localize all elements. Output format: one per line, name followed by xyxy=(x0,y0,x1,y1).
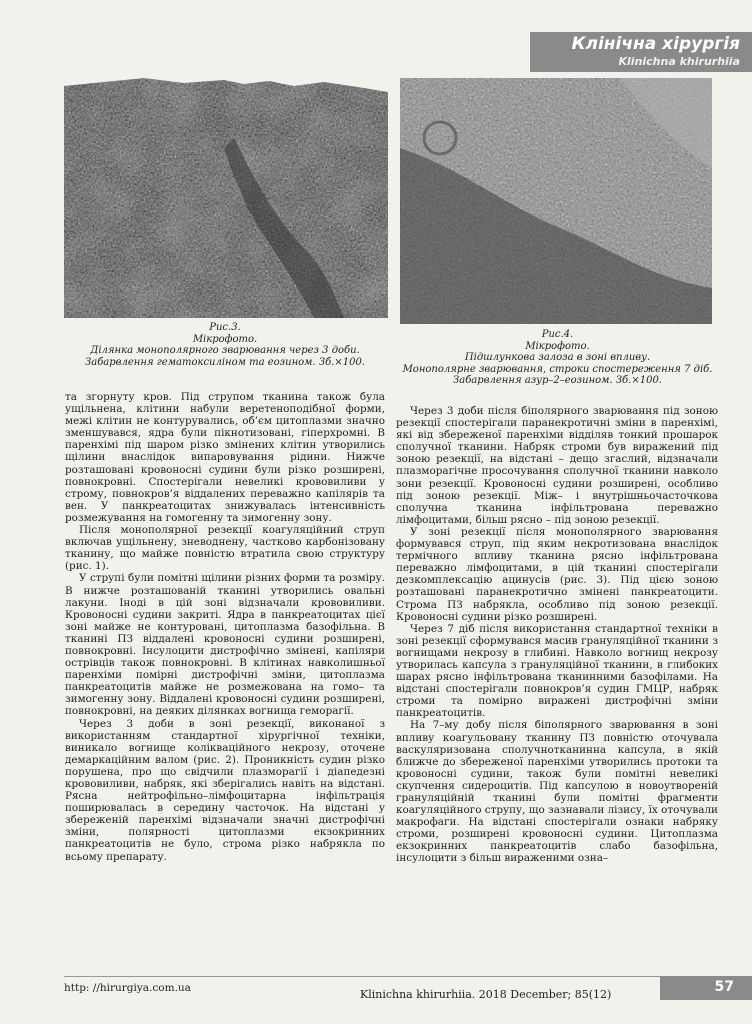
left-text-column xyxy=(65,391,385,863)
figure-4-caption xyxy=(395,329,720,387)
right-paragraph-2: У зоні резекції після монополярного зварювання формувався струп, під яким некротизована внаслідок термічного впливу тканина рясно інфільтрована переважно лімфоцитами, в цій тканині спостерігали дезкомплексацію ацинусів (рис. 3). Під цією зоною розташовані паранекротично змінені панкреатоцити. Строма ПЗ набрякла, особливо під зоною резекції. Кровоносні судини різко розширені. xyxy=(396,525,718,623)
footer-divider xyxy=(64,976,750,977)
figure-4-micrograph xyxy=(400,78,712,324)
micrograph-3-image xyxy=(64,78,388,318)
right-paragraph-1: Через 3 доби після біполярного зварювання під зоною резекції спостерігали паранекротичні зміни в паренхімі, які від збереженої паренхіми відділяв тонкий прошарок сполучної тканини. Набряк строми був виражений під зоною резекції, на відстані – дещо згаслий, відзначали плазморагічне просочування сполучної тканини навколо зони резекції. Кровоносні судини розширені, особливо під зоною резекції. Між– і внутрішньочасточкова сполучна тканина інфільтрована переважно лімфоцитами, більш рясно – під зоною резекції. xyxy=(396,405,718,526)
figure-3-type: Мікрофото. xyxy=(192,333,258,345)
figure-3-label: Рис.3. xyxy=(209,322,241,333)
figure-4-description-2: Монополярне зварювання, строки спостереження 7 діб. xyxy=(402,363,713,375)
left-paragraph-1: та згорнуту кров. Під струпом тканина також була ущільнена, клітини набули веретеноподібної форми, межі клітин не контурувались, об’єм цитоплазми значно зменшувався, ядра були пікнотизовані, гіперхромні. В паренхімі під шаром різко змінених клітин утворились щілини внаслідок випаровування рідини. Нижче розташовані кровоносні судини були різко розширені, повнокровні. Спостерігали невеликі крововиливи у строму, повнокров’я віддалених переважно капілярів та вен. У панкреатоцитах знижувалась інтенсивність розмежування на гомогенну та зимогенну зону. xyxy=(65,391,385,524)
figure-4-description-1: Підшлункова залоза в зоні впливу. xyxy=(464,352,651,363)
page-number-box xyxy=(660,976,752,1000)
left-paragraph-2: Після монополярної резекції коагуляційний струп включав ущільнену, зневоднену, частково карбонізовану тканину, що майже повністю втратила свою структуру (рис. 1). xyxy=(65,524,385,573)
footer-url: http: //hirurgiya.com.ua xyxy=(64,982,191,994)
figure-3-micrograph xyxy=(64,78,388,318)
figure-3-description: Ділянка монополярного зварювання через 3 доби. Забарвлення гематоксиліном та еозином. Зб.×100. xyxy=(85,345,365,368)
journal-title: Клінічна хірургія xyxy=(571,34,740,54)
page-number: 57 xyxy=(714,979,734,995)
micrograph-4-image xyxy=(400,78,712,324)
figure-4-description-3: Забарвлення азур–2–еозином. Зб.×100. xyxy=(453,375,662,386)
left-paragraph-4: Через 3 доби в зоні резекції, виконаної з використанням стандартної хірургічної техніки, виникало вогнище колікваційного некрозу, оточене демаркаційним валом (рис. 2). Проникність судин різко порушена, про що свідчили плазморагії і діапедезні крововиливи, набряк, які зберігались навіть на відстані. Рясна нейтрофільно–лімфоцитарна інфільтрація поширювалась в середину часточок. На відстані у збереженій паренхімі відзначали значні дистрофічні зміни, полярності цитоплазми екзокринних панкреатоцитів не було, строма різко набрякла по всьому препарату. xyxy=(65,717,385,863)
journal-header xyxy=(530,32,752,72)
figure-3-caption xyxy=(55,322,395,368)
footer-journal-citation: Klinichna khirurhiia. 2018 December; 85(12) xyxy=(360,988,612,1001)
journal-subtitle: Klinichna khirurhiia xyxy=(618,55,740,68)
figure-4-type: Мікрофото. xyxy=(525,340,590,352)
right-text-column xyxy=(396,405,718,865)
figure-4-label: Рис.4. xyxy=(541,329,574,340)
right-paragraph-3: Через 7 діб після використання стандартної техніки в зоні резекції сформувався масив грануляційної тканини з вогнищами некрозу в глибині. Навколо вогнищ некрозу утворилась капсула з грануляційної тканини, в глибоких шарах рясно інфільтрована тканинними базофілами. На відстані спостерігали повнокров’я судин ГМЦР, набряк строми та помірно виражені дистрофічні зміни панкреатоцитів. xyxy=(396,622,718,720)
left-paragraph-3: У струпі були помітні щілини різних форми та розміру. В нижче розташованій тканині утворились овальні лакуни. Іноді в цій зоні відзначали крововиливи. Кровоносні судини закриті. Ядра в панкреатоцитах цієї зоні майже не контуровані, цитоплазма базофільна. В тканині ПЗ віддалені кровоносні судини розширені, повнокровні. Інсулоцити дистрофічно змінені, капіляри острівців також повнокровні. В клітинах навколишньої паренхіми помірні дистрофічні зміни, цитоплазма панкреатоцитів майже не розмежована на гомо– та зимогенну зону. Віддалені кровоносні судини розширені, повнокровні, на деяких ділянках вогнища геморагії. xyxy=(65,572,385,718)
right-paragraph-4: На 7–му добу після біполярного зварювання в зоні впливу коагульовану тканину ПЗ повністю оточувала васкуляризована сполучнотканинна капсула, в якій ближче до збереженої паренхіми утворились протоки та кровоносні судини, також були помітні невеликі скупчення сидероцитів. Під капсулою в новоутвореній грануляційній тканині були помітні фрагменти коагуляційного струпу, що зазнавали лізису, їх оточували макрофаги. На відстані спостерігали ознаки набряку строми, розширені кровоносні судини. Цитоплазма екзокринних панкреатоцитів слабо базофільна, інсулоцити з більш вираженими озна– xyxy=(396,719,718,865)
